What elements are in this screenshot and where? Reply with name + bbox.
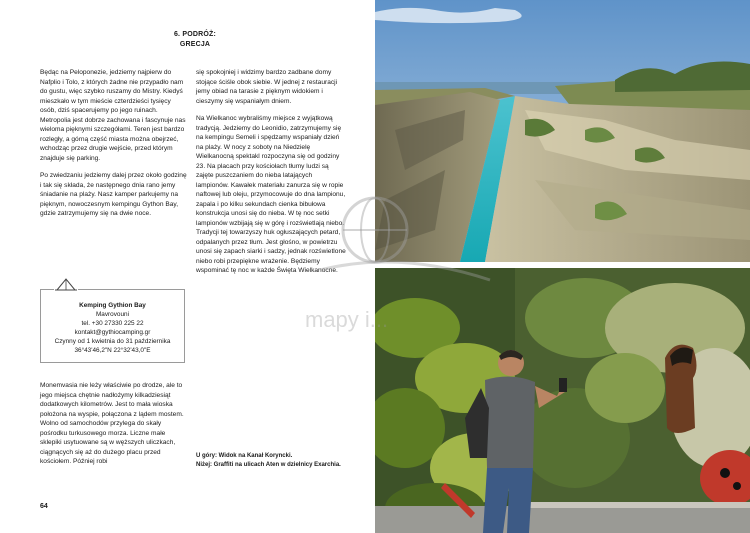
text-column-right xyxy=(196,68,346,284)
paragraph: Po zwiedzaniu jedziemy dalej przez około godzinę i tak się składa, że następnego dnia rano jemy śniadanie na plaży. Nasz kamper parkujemy na pięknym, nowoczesnym kempingu Gython Bay, gdzie zatrzymujemy się na dwie noce. xyxy=(40,172,187,217)
photo-caption xyxy=(196,452,346,469)
text-column-left-top xyxy=(40,68,188,227)
campsite-email: kontakt@gythiocamping.gr xyxy=(74,329,151,336)
text-column-left-bottom xyxy=(40,381,188,475)
page-number: 64 xyxy=(40,503,48,510)
campsite-name: Kemping Gythion Bay xyxy=(79,302,146,309)
caption-top: U góry: Widok na Kanał Koryncki. xyxy=(196,453,293,459)
corinth-canal-photo xyxy=(375,0,750,262)
watermark-text: mapy i... xyxy=(305,307,389,332)
tent-icon xyxy=(54,276,78,292)
campsite-phone: tel. +30 27330 225 22 xyxy=(81,320,144,327)
graffiti-photo xyxy=(375,268,750,533)
caption-bottom: Niżej: Graffiti na ulicach Aten w dzielnicy Exarchia. xyxy=(196,461,341,468)
chapter-heading xyxy=(160,30,230,50)
paragraph: się spokojniej i widzimy bardzo zadbane domy stojące ściśle obok siebie. W jednej z restauracji jemy obiad na tarasie z pięknym widokiem i cieszymy się wspaniałym dniem. xyxy=(196,69,338,105)
paragraph: Na Wielkanoc wybraliśmy miejsce z wyjątkową tradycją. Jedziemy do Leonidio, zatrzymujemy się na kempingu Semeli i spędzamy wspaniały dzień na plaży. W nocy z soboty na Niedzielę Wielkanocną spektakl rozpoczyna się od godziny 23. Na placach przy kościołach tłumy ludzi są zajęte puszczaniem do nieba latających lampionów. Kawałek materiału zanurza się w ropie naftowej lub oleju, przymocowuje do dna lampionu, zapala i po kilku sekundach cienka bibułowa konstrukcja unosi się do nieba. W tę noc setki lampionów wzbijają się w górę i rozświetlają niebo. Tradycji tej towarzyszy huk ogłuszających petard, odpalanych przez tłum. Jest głośno, w powietrzu unosi się zapach siarki i sadzy, jednak rozświetlone niebo robi przepiękne wrażenie. Będziemy wspominać tę noc w każde Święta Wielkanocne. xyxy=(196,115,346,274)
chapter-title: GRECJA xyxy=(179,41,211,48)
campsite-coordinates: 36°43'46,2"N 22°32'43,0"E xyxy=(74,347,151,354)
campsite-season: Czynny od 1 kwietnia do 31 października xyxy=(54,338,171,345)
paragraph: Monemvasia nie leży właściwie po drodze, ale to jego miejsca chętnie nadłożymy kilkadziesiąt dodatkowych kilometrów. Jest to mała wioska położona na wyspie, połączona z lądem mostem. Wolno od samochodów przylega do skały pośrodku turkusowego morza. Liczne małe sklepiki usytuowane są w węższych uliczkach, ciągnących się aż do dużego placu przed kościołem. Później robi xyxy=(40,382,184,465)
paragraph: Będąc na Peloponezie, jedziemy najpierw do Nafplio i Tolo, z których żadne nie przypadło nam do gustu, więc szybko ruszamy do Mistry. Kiedyś mieszkało w tym mieście czterdzieści tysięcy osób, dziś spacerujemy po jego ruinach. Metropolia jest dobrze zachowana i fascynuje nas wieloma pięknymi szczegółami. Teren jest bardzo rozległy, a górną część miasta można obejrzeć, wchodząc przez drugie wejście, przed którym znajduje się parking. xyxy=(40,69,186,162)
chapter-number: 6. PODRÓŻ: xyxy=(173,31,217,38)
campsite-info-box xyxy=(40,289,185,363)
campsite-location: Mavrovouni xyxy=(95,311,130,318)
